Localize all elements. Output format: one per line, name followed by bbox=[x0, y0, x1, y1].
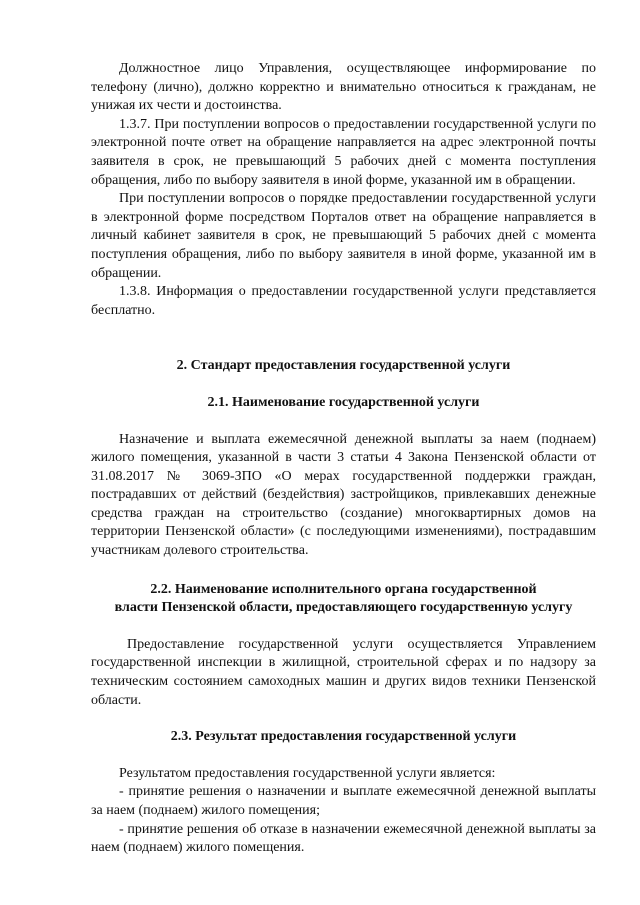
paragraph-official-conduct: Должностное лицо Управления, осуществляющее информирование по телефону (лично), должно корректно и внимательно относиться к гражданам, не унижая их чести и достоинства. bbox=[91, 61, 596, 114]
paragraph-1-3-8: 1.3.8. Информация о предоставлении государственной услуги представляется бесплатно. bbox=[91, 284, 596, 318]
section-2-2-heading-line-2: власти Пензенской области, предоставляющего государственную услугу bbox=[114, 600, 573, 616]
section-2-1-text: Назначение и выплата ежемесячной денежной выплаты за наем (поднаем) жилого помещения, указанной в части 3 статьи 4 Закона Пензенской области от 31.08.2017 № 3069-ЗПО «О мерах государственной поддержки граждан, пострадавших от действий (бездействия) застройщиков, привлекавших денежные средства граждан на строительство (создание) многоквартирных домов на территории Пензенской области» (с последующими изменениями), пострадавшим участникам долевого строительства. bbox=[91, 431, 596, 559]
paragraph-1-3-7: 1.3.7. При поступлении вопросов о предоставлении государственной услуги по электронной почте ответ на обращение направляется на адрес электронной почты заявителя в срок, не превышающий 5 рабочих дней с момента поступления обращения, либо по выбору заявителя в иной форме, указанной им в обращении. bbox=[91, 116, 596, 188]
section-2-2-text: Предоставление государственной услуги осуществляется Управлением государственной инспекции в жилищной, строительной сферах и по надзору за техническим состоянием самоходных машин и других видов техники Пензенской области. bbox=[91, 636, 596, 708]
section-2-3-heading: 2.3. Результат предоставления государственной услуги bbox=[170, 729, 517, 745]
section-2-2-heading-line-1: 2.2. Наименование исполнительного органа государственной bbox=[150, 581, 537, 597]
section-2-1-heading: 2.1. Наименование государственной услуги bbox=[207, 394, 480, 410]
section-2-3-item-approve: - принятие решения о назначении и выплате ежемесячной денежной выплаты за наем (поднаем) жилого помещения; bbox=[91, 784, 596, 818]
section-2-3-intro: Результатом предоставления государственной услуги является: bbox=[119, 765, 496, 781]
section-2-2-heading bbox=[91, 581, 596, 618]
section-2-3-item-refuse: - принятие решения об отказе в назначении ежемесячной денежной выплаты за наем (поднаем) жилого помещения. bbox=[91, 821, 596, 856]
paragraph-portal-requests: При поступлении вопросов о порядке предоставлении государственной услуги в электронной форме посредством Порталов ответ на обращение направляется в личный кабинет заявителя в срок, не превышающий 5 рабочих дней с момента поступления обращения, либо по выбору заявителя в иной форме, указанной им в обращении. bbox=[91, 191, 596, 281]
section-2-heading: 2. Стандарт предоставления государственной услуги bbox=[176, 358, 511, 374]
